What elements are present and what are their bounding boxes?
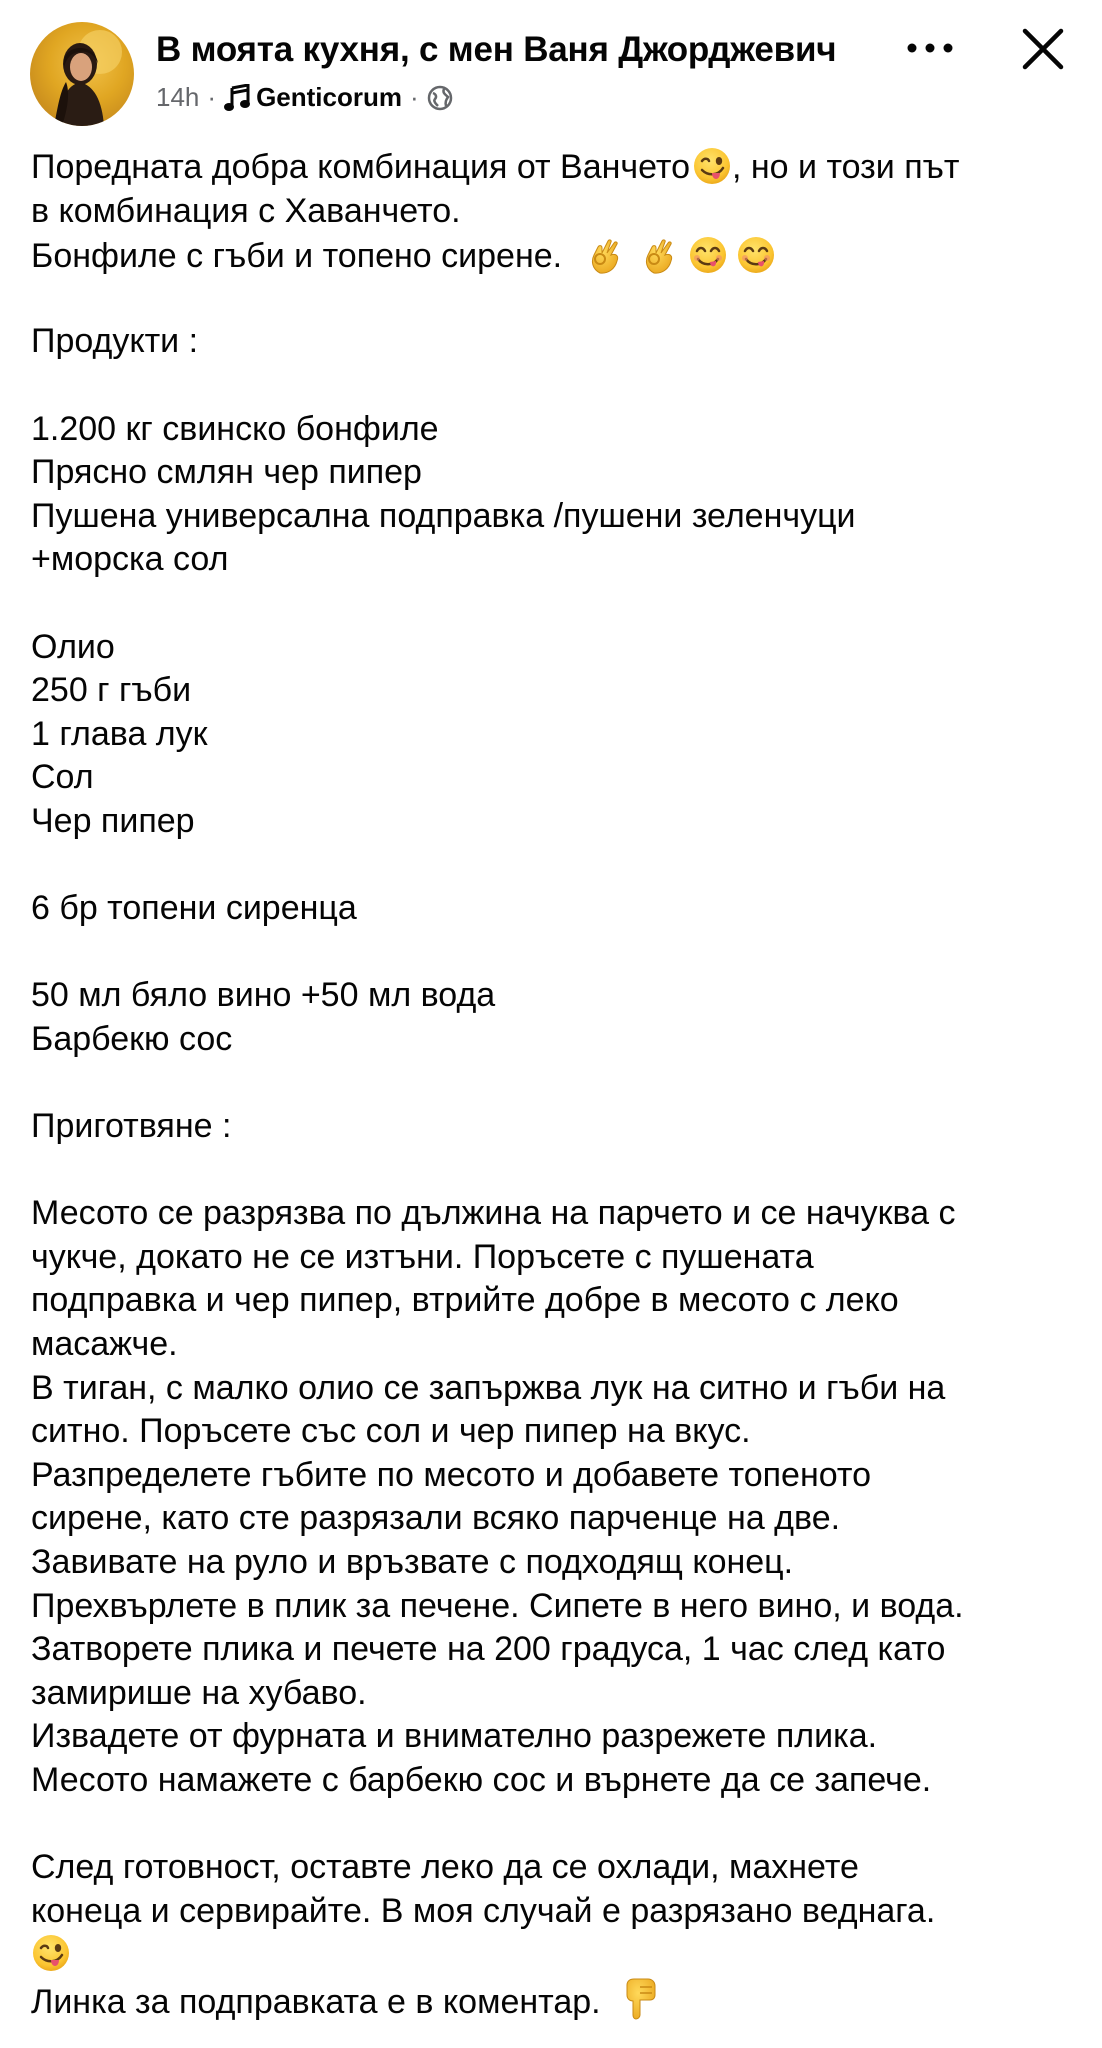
blank-line <box>31 277 1071 321</box>
text-line <box>31 146 1071 190</box>
instruction-line: Прехвърлете в плик за печене. Сипете в него вино, и вода. <box>31 1586 964 1625</box>
ingredient-line: Барбекю сос <box>31 1019 233 1058</box>
closing-line: След готовност, оставте леко да се охлади, махнете <box>31 1848 859 1887</box>
backhand-index-pointing-down-emoji <box>624 1977 658 2021</box>
ingredient-line: 6 бр топени сиренца <box>31 889 357 928</box>
blank-line <box>31 1803 1071 1847</box>
intro-text: Поредната добра комбинация от Ванчето <box>31 148 690 186</box>
emoji-line <box>31 1933 1071 1977</box>
instruction-line: ситно. Поръсете със сол и чер пипер на вкус. <box>31 1412 751 1451</box>
instruction-line: Завивате на руло и връзвате с подходящ конец. <box>31 1543 794 1581</box>
globe-icon[interactable] <box>427 85 453 111</box>
ingredient-line: Олио <box>31 627 115 666</box>
instruction-line: Месото се разрязва по дължина на парчето и се начуква с <box>31 1194 956 1233</box>
winking-face-with-tongue-emoji <box>692 146 732 186</box>
ingredient-line: Пушена универсална подправка /пушени зеленчуци <box>31 496 856 535</box>
ingredient-line: Прясно смлян чер пипер <box>31 453 422 492</box>
close-icon <box>1020 26 1066 72</box>
ingredient-line: 1.200 кг свинско бонфиле <box>31 409 439 448</box>
blank-line <box>31 844 1071 888</box>
ingredient-line: Сол <box>31 758 94 797</box>
meta-separator: · <box>207 82 217 112</box>
text-line: в комбинация с Хаванчето. <box>31 191 461 230</box>
post-meta <box>156 82 453 113</box>
ingredient-line: 250 г гъби <box>31 671 192 710</box>
more-options-button[interactable] <box>900 28 960 68</box>
blank-line <box>31 931 1071 975</box>
blank-line <box>31 582 1071 626</box>
closing-line: конеца и сервирайте. В моя случай е разрязано веднага. <box>31 1891 936 1930</box>
instruction-line: В тиган, с малко олио се запържва лук на ситно и гъби на <box>31 1368 946 1407</box>
instruction-line: масажче. <box>31 1325 178 1364</box>
title-text: Бонфиле с гъби и топено сирене. <box>31 237 572 276</box>
avatar[interactable] <box>30 22 134 126</box>
winking-face-with-tongue-emoji <box>31 1933 71 1973</box>
ingredient-line: 1 глава лук <box>31 714 208 753</box>
instruction-line: Извадете от фурната и внимателно разрежете плика. <box>31 1717 878 1756</box>
instruction-line: Месото намажете с барбекю сос и върнете да се запече. <box>31 1760 932 1799</box>
instruction-line: подправка и чер пипер, втрийте добре в месото с леко <box>31 1281 899 1320</box>
instruction-line: чукче, докато не се изтъни. Поръсете с пушената <box>31 1237 814 1276</box>
products-heading: Продукти : <box>31 322 199 361</box>
instruction-line: сирене, като сте разрязали всяко парченце на две. <box>31 1499 841 1538</box>
blank-line <box>31 364 1071 408</box>
ok-hand-emoji <box>586 233 626 275</box>
close-button[interactable] <box>1020 26 1066 72</box>
instruction-line: замирише на хубаво. <box>31 1673 367 1712</box>
ingredient-line: +морска сол <box>31 540 229 579</box>
meta-separator: · <box>409 82 419 112</box>
music-label[interactable]: Genticorum <box>256 82 402 112</box>
music-note-icon <box>224 84 250 112</box>
instruction-line: Затворете плика и печете на 200 градуса, 1 час след като <box>31 1630 946 1669</box>
face-savoring-food-emoji <box>736 235 776 275</box>
face-savoring-food-emoji <box>688 235 728 275</box>
link-note-text: Линка за подправката е в коментар. <box>31 1982 611 2021</box>
preparation-heading: Приготвяне : <box>31 1107 232 1146</box>
text-line <box>31 233 1071 277</box>
blank-line <box>31 1061 1071 1105</box>
closing-line <box>31 1977 1071 2021</box>
more-dots-icon <box>900 28 960 68</box>
instruction-line: Разпределете гъбите по месото и добавете топеното <box>31 1455 871 1494</box>
ok-hand-emoji <box>640 233 680 275</box>
post-time[interactable]: 14h <box>156 82 200 112</box>
post-header <box>0 0 1102 130</box>
page-name[interactable]: В моята кухня, с мен Ваня Джорджевич <box>156 30 837 69</box>
intro-text-cont: , но и този път <box>732 148 960 186</box>
blank-line <box>31 1149 1071 1193</box>
ingredient-line: Чер пипер <box>31 801 195 840</box>
post-text <box>31 146 1071 2021</box>
ingredient-line: 50 мл бяло вино +50 мл вода <box>31 976 496 1015</box>
